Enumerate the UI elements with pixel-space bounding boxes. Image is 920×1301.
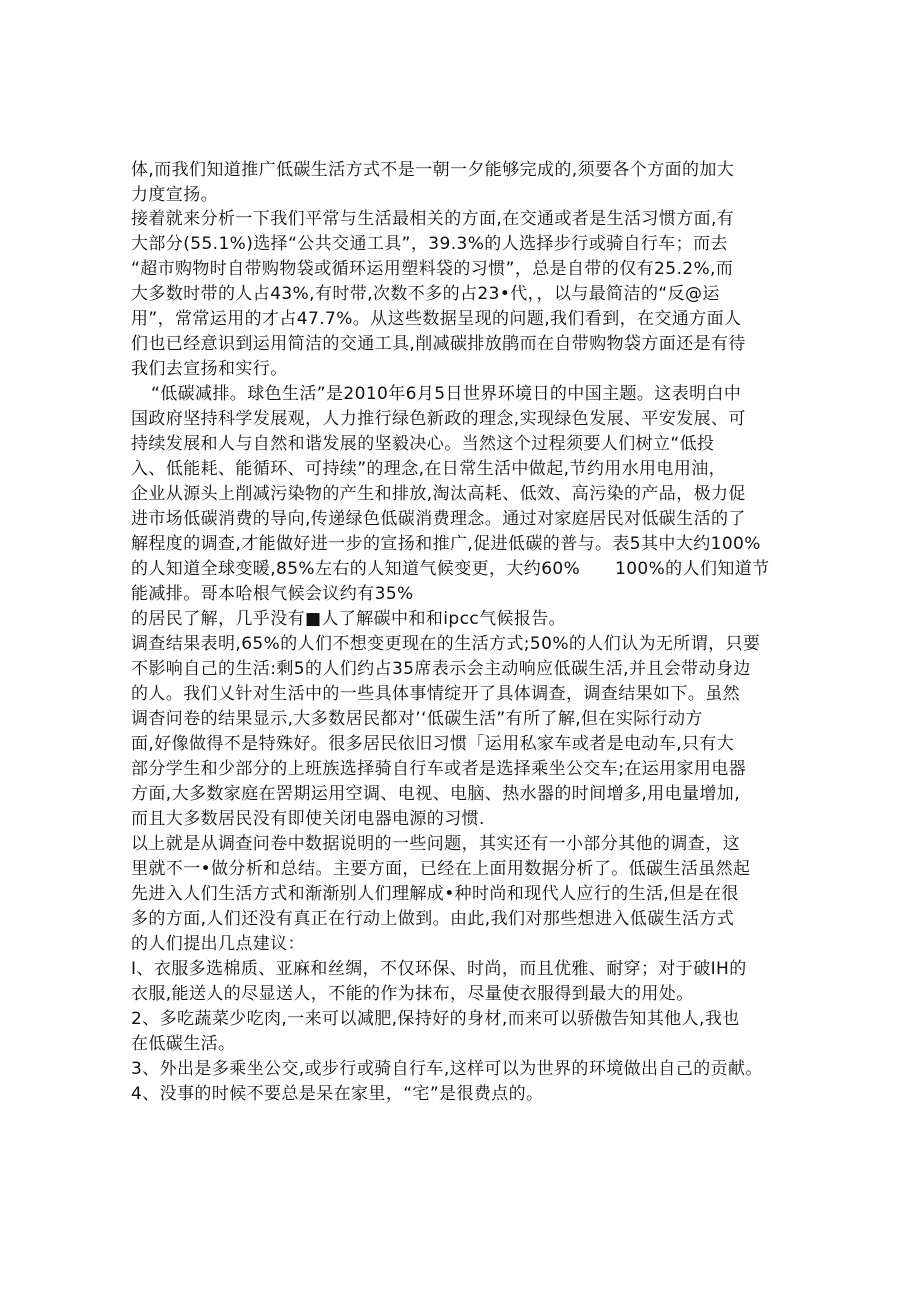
text-line: 2、多吃蔬菜少吃肉,一来可以减肥,保持好的身材,而来可以骄傲告知其他人,我也 [131, 1009, 740, 1029]
text-line: 的人。我们乂针对生活中的一些具体事情绽开了具体调查，调查结果如下。虽然 [131, 684, 740, 704]
text-line: 入、低能耗、能循环、可持续”的理念,在日常生活中做起,节约用水用电用油， [131, 459, 727, 479]
text-line: 解程度的调查,才能做好进一步的宣扬和推广,促进低碳的普与。表5其中大约100% [131, 534, 761, 554]
text-line: 先进入人们生活方式和渐渐别人们理解成•种时尚和现代人应行的生活,但是在很 [131, 884, 739, 904]
text-line: 而且大多数居民没有即使关闭电器电源的习惯. [131, 809, 485, 829]
text-line: 大部分(55.1%)选择“公共交通工具”，39.3%的人选择步行或骑自行车；而去 [131, 234, 728, 254]
text-line: 我们去宣扬和实行。 [131, 359, 288, 379]
text-line: 调杳问卷的结果显示,大多数居民都对’‘低碳生活”有所了解,但在实际行动方 [131, 709, 703, 729]
text-line: 大多数时带的人占43%,有时带,次数不多的占23•代，，以与最简洁的“反@运 [131, 284, 720, 304]
text-line: 进市场低碳消费的导向,传递绿色低碳消费理念。通过对家庭居民对低碳生活的了 [131, 509, 746, 529]
text-line: 3、外出是多乘坐公交,或步行或骑自行车,这样可以为世界的环境做出自己的贡献。 [131, 1059, 763, 1079]
text-line: I、衣服多选棉质、亚麻和丝绸，不仅环保、时尚，而且优雅、耐穿；对于破IH的 [131, 959, 747, 979]
text-line: 部分学生和少部分的上班族选择骑自行车或者是选择乘坐公交车;在运用家用电器 [131, 759, 747, 779]
text-line: 调查结果表明,65%的人们不想变更现在的生活方式;50%的人们认为无所谓，只要 [131, 634, 761, 654]
text-line: 不影响自己的生活:剩5的人们约占35席表示会主动响应低碳生活,并且会带动身边 [131, 659, 751, 679]
text-line: 4、没事的时候不要总是呆在家里，“宅”是很费点的。 [131, 1084, 544, 1104]
text-line: 持续发展和人与自然和谐发展的坚毅决心。当然这个过程须要人们树立“低投 [131, 434, 715, 454]
text-line: 国政府坚持科学发展观，人力推行绿色新政的理念,实现绿色发展、平安发展、可 [131, 409, 746, 429]
text-line: 衣服,能送人的尽显送人，不能的作为抹布，尽量使衣服得到最大的用处。 [131, 984, 694, 1004]
text-line: 在低碳生活。 [131, 1034, 236, 1054]
text-line: 以上就是从调查问卷中数据说明的一些问题，其实还有一小部分其他的调查，这 [131, 834, 740, 854]
text-line: 企业从源头上削减污染物的产生和排放,淘汰高耗、低效、高污染的产品，极力促 [131, 484, 746, 504]
text-line: 的居民了解，几乎没有■人了解碳中和和ipcc气候报告。 [131, 609, 567, 629]
text-line: 接着就来分析一下我们平常与生活最相关的方面,在交通或者是生活习惯方面,有 [131, 209, 735, 229]
text-line: 方面,大多数家庭在罟期运用空调、电视、电脑、热水器的时间增多,用电量增加, [131, 784, 741, 804]
text-line: 面,好像做得不是特殊好。很多居民依旧习惯「运用私家车或者是电动车,只有大 [131, 734, 735, 754]
text-line: 里就不一•做分析和总结。主要方面，已经在上面用数据分析了。低碳生活虽然起 [131, 859, 751, 879]
text-line: 的人们提出几点建议： [131, 934, 305, 954]
text-line: “低碳减排。球色生活”是2010年6月5日世界环境日的中国主题。这表明白中 [151, 384, 742, 404]
text-line: 用”，常常运用的才占47.7%。从这些数据呈现的问题,我们看到，在交通方面人 [131, 309, 742, 329]
text-line: 力度宣扬。 [131, 185, 218, 205]
text-line: “超市购物时自带购物袋或循环运用塑料袋的习惯”，总是自带的仅有25.2%,而 [131, 259, 734, 279]
text-line: 能减排。哥本哈根气候会议约有35% [131, 584, 414, 604]
text-line: 的人知道全球变暖,85%左右的人知道气候变更，大约60% 100%的人们知道节 [131, 559, 770, 579]
text-line: 多的方面,人们还没有真正在行动上做到。由此,我们对那些想进入低碳生活方式 [131, 909, 735, 929]
text-line: 体,而我们知道推广低碳生活方式不是一朝一夕能够完成的,须要各个方面的加大 [131, 160, 735, 180]
text-line: 们也已经意识到运用简洁的交通工具,削减碳排放鹃而在自带购物袋方面还是有待 [131, 334, 746, 354]
